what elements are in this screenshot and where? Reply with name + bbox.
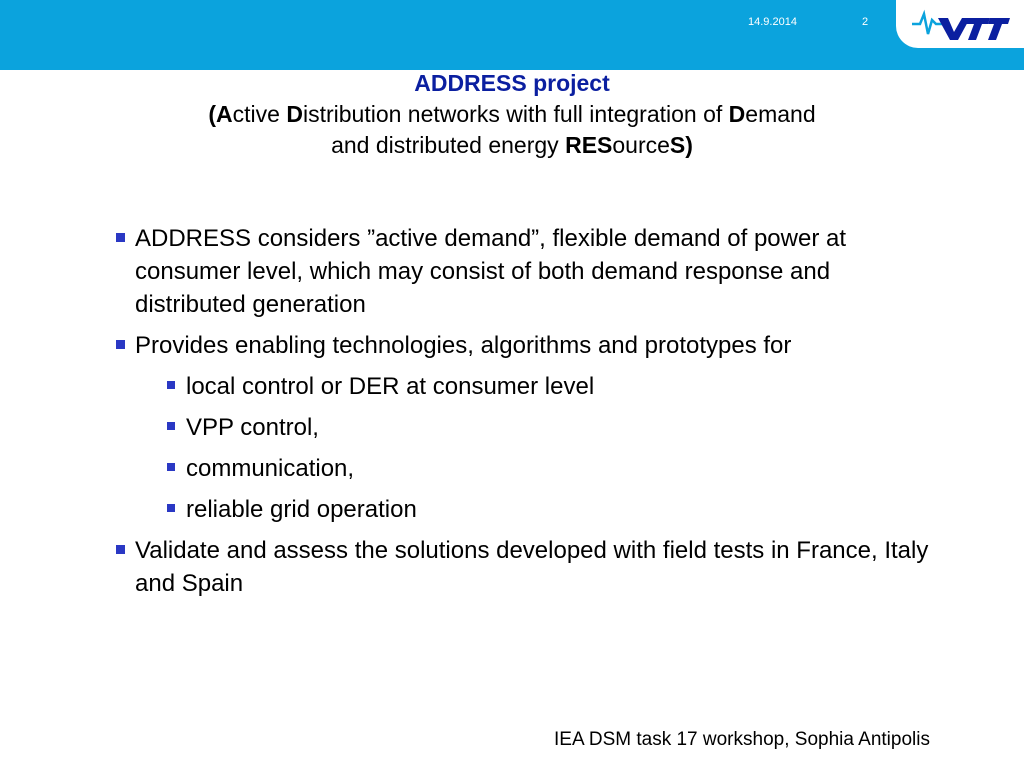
title-main: ADDRESS project (414, 70, 610, 96)
slide-title (0, 68, 1024, 161)
square-bullet-icon (116, 545, 125, 554)
sub-bullet-text: VPP control, (186, 414, 319, 441)
slide-footer: IEA DSM task 17 workshop, Sophia Antipolis (554, 729, 930, 750)
bullet-item (114, 534, 934, 600)
sub-bullet-text: reliable grid operation (186, 496, 417, 523)
bullet-item (114, 222, 934, 321)
vtt-logo-icon (910, 6, 1010, 42)
slide-number: 2 (862, 16, 869, 28)
bullet-text: Validate and assess the solutions developed with field tests in France, Italy and Spain (135, 537, 929, 597)
square-bullet-icon (116, 233, 125, 242)
title-line-3: and distributed energy RESourceS) (331, 132, 693, 158)
square-bullet-icon (167, 422, 175, 430)
square-bullet-icon (167, 463, 175, 471)
sub-bullet-text: communication, (186, 455, 355, 482)
square-bullet-icon (167, 381, 175, 389)
square-bullet-icon (167, 504, 175, 512)
sub-bullet-text: local control or DER at consumer level (186, 373, 595, 400)
slide-date: 14.9.2014 (748, 16, 797, 28)
vtt-logo (896, 0, 1024, 48)
square-bullet-icon (116, 340, 125, 349)
sub-bullet-item (165, 493, 934, 526)
header-bar (0, 0, 1024, 70)
bullet-list (114, 222, 934, 608)
bullet-text: ADDRESS considers ”active demand”, flexible demand of power at consumer level, which may consist of both demand response and distributed generation (135, 225, 846, 318)
title-line-2: (Active Distribution networks with full integration of Demand (208, 101, 816, 127)
bullet-text: Provides enabling technologies, algorithms and prototypes for (135, 332, 792, 359)
sub-bullet-item (165, 411, 934, 444)
sub-bullet-item (165, 370, 934, 403)
bullet-item (114, 329, 934, 362)
sub-bullet-item (165, 452, 934, 485)
